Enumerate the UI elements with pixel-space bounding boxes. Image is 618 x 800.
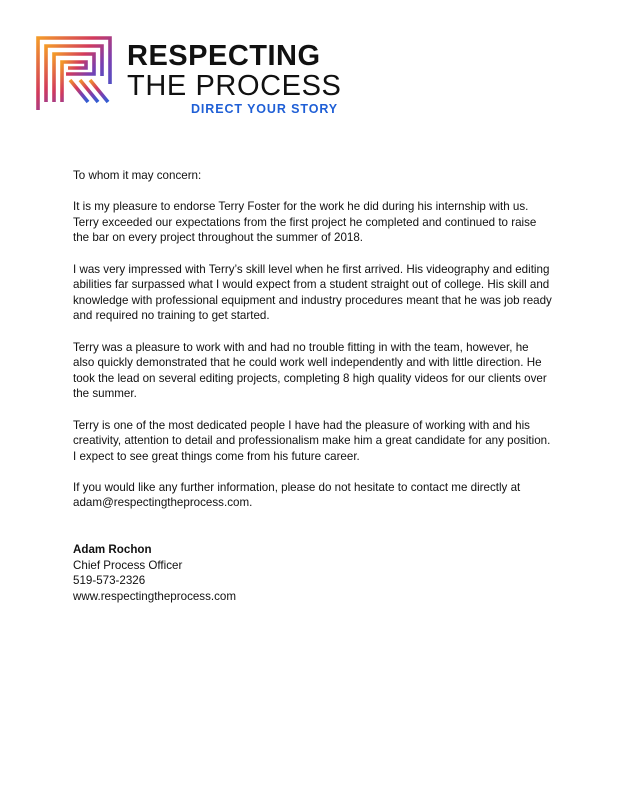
signer-name: Adam Rochon <box>73 543 152 557</box>
brand-tagline: DIRECT YOUR STORY <box>191 102 339 116</box>
rp-monogram-icon <box>36 36 112 112</box>
brand-name-line2: THE PROCESS <box>127 70 342 102</box>
signer-phone: 519-573-2326 <box>73 574 146 588</box>
letter-body <box>73 168 553 604</box>
paragraph-contact: If you would like any further information, please do not hesitate to contact me directly at adam@respectingtheprocess.com. <box>73 480 521 510</box>
brand-name-line1: RESPECTING <box>127 40 321 72</box>
signer-website: www.respectingtheprocess.com <box>73 589 237 603</box>
signer-title: Chief Process Officer <box>73 558 183 572</box>
signature-block <box>73 542 553 604</box>
paragraph-teamwork: Terry was a pleasure to work with and had no trouble fitting in with the team, however, he also quickly demonstrated that he could work well independently and with little direction. He took the lead on several editing projects, completing 8 high quality videos for our clients over the summer. <box>73 340 547 401</box>
paragraph-skills: I was very impressed with Terry’s skill level when he first arrived. His videography and editing abilities far surpassed what I would expect from a student straight out of college. His skill and knowledge with professional equipment and industry procedures meant that he was job ready and required no training to get started. <box>73 262 552 323</box>
paragraph-endorsement: It is my pleasure to endorse Terry Foster for the work he did during his internship with us. Terry exceeded our expectations from the first project he completed and continued to raise the bar on every project throughout the summer of 2018. <box>73 200 537 245</box>
brand-wordmark <box>127 41 341 116</box>
paragraph-dedication: Terry is one of the most dedicated people I have had the pleasure of working with and his creativity, attention to detail and professionalism make him a great candidate for any position. I expect to see great things come from his future career. <box>73 418 551 463</box>
salutation: To whom it may concern: <box>73 169 202 182</box>
